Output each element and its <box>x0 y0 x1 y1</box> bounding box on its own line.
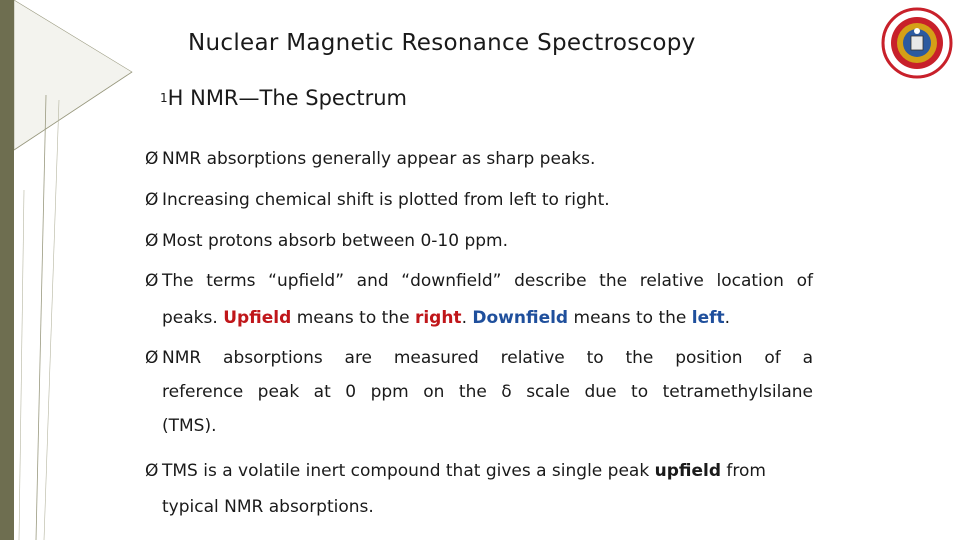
left-decorative-band <box>0 0 14 540</box>
text-means-to-the: means to the <box>573 308 687 328</box>
bullet-text-line-1: The terms “upfield” and “downfield” describe the relative location of <box>162 271 813 291</box>
text-from: from <box>726 461 766 481</box>
left-decorative-arrow-lines <box>14 0 134 540</box>
text-period: . <box>724 308 731 328</box>
bullet-item-4 <box>145 271 813 328</box>
text-means-to-the: means to the <box>296 308 410 328</box>
bullet-text-line-1 <box>145 461 813 481</box>
arrow-bullet-icon: Ø <box>145 190 159 210</box>
highlight-downfield: Downfield <box>472 308 569 328</box>
highlight-upfield: upfield <box>654 461 721 481</box>
arrow-bullet-icon: Ø <box>145 348 159 368</box>
bullet-item-5 <box>145 348 813 436</box>
university-seal-icon <box>881 7 953 79</box>
highlight-left: left <box>691 308 725 328</box>
bullet-item-3 <box>145 231 813 251</box>
bullet-text-line-2 <box>145 308 813 328</box>
arrow-bullet-icon: Ø <box>145 149 159 169</box>
bullet-item-2 <box>145 190 813 210</box>
bullet-item-6 <box>145 461 813 517</box>
bullet-text-line-1: NMR absorptions are measured relative to the position of a <box>162 348 813 368</box>
bullet-item-1 <box>145 149 813 169</box>
text-peaks: peaks. <box>162 308 218 328</box>
bullet-text-line-2: reference peak at 0 ppm on the δ scale due to tetramethylsilane <box>162 382 813 402</box>
bullet-text: NMR absorptions generally appear as sharp peaks. <box>162 149 596 169</box>
bullet-text-line-3: (TMS). <box>162 416 217 436</box>
arrow-bullet-icon: Ø <box>145 231 159 251</box>
bullet-text: Increasing chemical shift is plotted from left to right. <box>162 190 610 210</box>
highlight-right: right <box>414 308 462 328</box>
text-period: . <box>461 308 467 328</box>
slide-subtitle <box>160 86 407 110</box>
bullet-text: Most protons absorb between 0-10 ppm. <box>162 231 509 251</box>
arrow-bullet-icon: Ø <box>145 271 159 291</box>
bullet-text-line-2: typical NMR absorptions. <box>162 497 374 517</box>
subtitle-superscript: 1 <box>160 91 168 105</box>
text-tms-description: TMS is a volatile inert compound that gives a single peak <box>162 461 650 481</box>
arrow-bullet-icon: Ø <box>145 461 159 481</box>
slide-title: Nuclear Magnetic Resonance Spectroscopy <box>188 30 696 56</box>
highlight-upfield: Upfield <box>223 308 292 328</box>
subtitle-text: H NMR—The Spectrum <box>167 86 408 110</box>
